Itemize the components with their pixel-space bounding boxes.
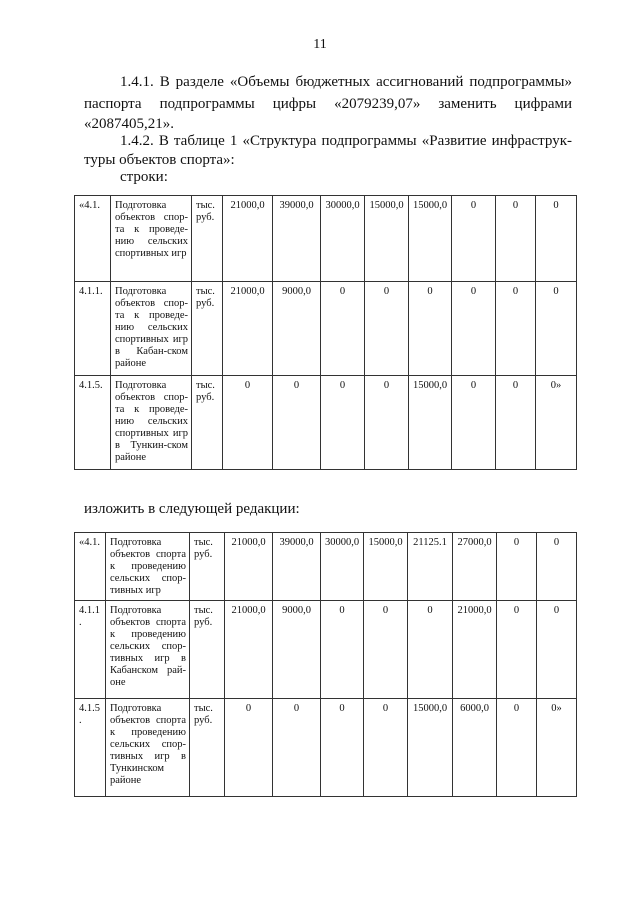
row-unit: тыс. руб. xyxy=(190,699,225,797)
table-row xyxy=(75,282,577,376)
row-unit: тыс. руб. xyxy=(192,376,223,470)
row-value: 0» xyxy=(537,699,577,797)
row-value: 6000,0 xyxy=(453,699,497,797)
row-value: 21000,0 xyxy=(225,533,273,601)
row-value: 21125.1 xyxy=(408,533,453,601)
table-row xyxy=(75,196,577,282)
row-value: 0 xyxy=(364,699,408,797)
row-unit: тыс. руб. xyxy=(192,282,223,376)
row-value: 0 xyxy=(321,376,365,470)
row-unit: тыс. руб. xyxy=(190,601,225,699)
row-name: Подготовка объектов спор-та к проведе-нию сельских спортивных игр xyxy=(111,196,192,282)
paragraph-2-line-1: 1.4.2. В таблице 1 «Структура подпрограммы «Развитие инфраструк- xyxy=(120,133,572,149)
row-code: 4.1.5. xyxy=(75,699,106,797)
row-value: 21000,0 xyxy=(223,196,273,282)
paragraph-2-line-2: туры объектов спорта»: xyxy=(84,152,235,168)
row-value: 0 xyxy=(223,376,273,470)
row-value: 0 xyxy=(497,699,537,797)
new-edition-label: изложить в следующей редакции: xyxy=(84,501,300,517)
row-value: 0 xyxy=(321,282,365,376)
row-value: 0 xyxy=(273,699,321,797)
row-code: 4.1.1. xyxy=(75,282,111,376)
row-value: 0 xyxy=(497,601,537,699)
row-value: 21000,0 xyxy=(225,601,273,699)
row-value: 39000,0 xyxy=(273,196,321,282)
row-unit: тыс. руб. xyxy=(190,533,225,601)
row-value: 21000,0 xyxy=(223,282,273,376)
row-value: 30000,0 xyxy=(321,533,364,601)
row-value: 21000,0 xyxy=(453,601,497,699)
row-value: 39000,0 xyxy=(273,533,321,601)
paragraph-1-line-1: 1.4.1. В разделе «Объемы бюджетных ассигнований подпрограммы» xyxy=(120,74,572,90)
row-value: 9000,0 xyxy=(273,601,321,699)
row-value: 15000,0 xyxy=(409,196,452,282)
row-value: 0 xyxy=(452,282,496,376)
row-code: 4.1.5. xyxy=(75,376,111,470)
row-value: 15000,0 xyxy=(365,196,409,282)
paragraph-1-line-2: паспорта подпрограммы цифры «2079239,07» заменить цифрами xyxy=(84,96,572,112)
table-row xyxy=(75,699,577,797)
row-value: 15000,0 xyxy=(409,376,452,470)
row-value: 0 xyxy=(496,196,536,282)
page-number: 11 xyxy=(313,37,327,52)
row-value: 0 xyxy=(365,282,409,376)
row-value: 0 xyxy=(452,196,496,282)
row-value: 0 xyxy=(409,282,452,376)
row-name: Подготовка объектов спор-та к проведе-нию сельских спортивных игр в Тункин-ском районе xyxy=(111,376,192,470)
row-value: 0 xyxy=(497,533,537,601)
row-code: «4.1. xyxy=(75,533,106,601)
row-name: Подготовка объектов спорта к проведению сельских спор-тивных игр в Кабанском рай-оне xyxy=(106,601,190,699)
row-value: 0 xyxy=(536,282,577,376)
row-value: 0 xyxy=(408,601,453,699)
table-new-rows xyxy=(74,532,577,797)
row-name: Подготовка объектов спорта к проведению сельских спор-тивных игр xyxy=(106,533,190,601)
row-value: 0 xyxy=(537,533,577,601)
row-value: 15000,0 xyxy=(364,533,408,601)
paragraph-1-line-3: «2087405,21». xyxy=(84,116,174,132)
table-row xyxy=(75,533,577,601)
row-value: 0 xyxy=(496,282,536,376)
row-name: Подготовка объектов спор-та к проведе-нию сельских спортивных игр в Кабан-ском районе xyxy=(111,282,192,376)
row-name: Подготовка объектов спорта к проведению сельских спор-тивных игр в Тункинском районе xyxy=(106,699,190,797)
row-value: 0 xyxy=(321,699,364,797)
rows-label: строки: xyxy=(120,169,168,185)
row-value: 0 xyxy=(365,376,409,470)
table-row xyxy=(75,376,577,470)
row-value: 15000,0 xyxy=(408,699,453,797)
row-value: 0 xyxy=(321,601,364,699)
row-code: «4.1. xyxy=(75,196,111,282)
row-value: 30000,0 xyxy=(321,196,365,282)
row-value: 9000,0 xyxy=(273,282,321,376)
row-code: 4.1.1. xyxy=(75,601,106,699)
table-row xyxy=(75,601,577,699)
row-unit: тыс. руб. xyxy=(192,196,223,282)
row-value: 0 xyxy=(364,601,408,699)
table-old-rows xyxy=(74,195,577,470)
row-value: 0 xyxy=(496,376,536,470)
row-value: 0 xyxy=(537,601,577,699)
row-value: 27000,0 xyxy=(453,533,497,601)
row-value: 0 xyxy=(452,376,496,470)
row-value: 0» xyxy=(536,376,577,470)
row-value: 0 xyxy=(536,196,577,282)
row-value: 0 xyxy=(273,376,321,470)
row-value: 0 xyxy=(225,699,273,797)
